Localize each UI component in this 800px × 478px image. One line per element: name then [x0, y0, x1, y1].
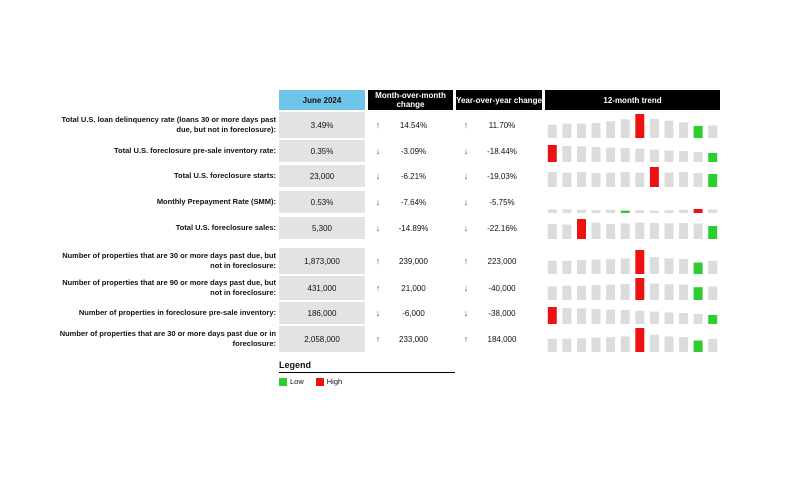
trend-sparkline: [545, 191, 720, 213]
trend-bar: [562, 124, 571, 138]
yoy-cell: [456, 302, 542, 324]
mom-cell: [368, 276, 453, 300]
trend-bar: [635, 278, 644, 300]
yoy-value: 223,000: [487, 256, 517, 266]
trend-bar: [635, 210, 644, 213]
trend-bar: [621, 223, 630, 239]
trend-bar: [679, 223, 688, 239]
row-label: Total U.S. foreclosure starts:: [174, 171, 276, 180]
legend-swatch-low: [279, 378, 287, 386]
trend-sparkline: [545, 302, 720, 324]
mom-cell: [368, 302, 453, 324]
arrow-up-icon: ↑: [375, 256, 381, 266]
row-value: 186,000: [279, 302, 365, 324]
yoy-cell: [456, 191, 542, 213]
trend-bar: [650, 150, 659, 162]
mom-value: -14.89%: [398, 223, 429, 233]
trend-bar: [708, 226, 717, 239]
trend-bar: [621, 119, 630, 138]
legend-label-low: Low: [290, 377, 304, 386]
arrow-down-icon: ↓: [375, 308, 381, 318]
trend-bar: [577, 124, 586, 138]
trend-bar: [650, 257, 659, 274]
arrow-up-icon: ↑: [463, 334, 469, 344]
table-row: [0, 140, 800, 162]
trend-sparkline: [545, 165, 720, 187]
trend-bar: [606, 224, 615, 239]
trend-bar: [650, 223, 659, 239]
trend-bar: [679, 210, 688, 213]
trend-bar: [606, 259, 615, 274]
row-label: Total U.S. foreclosure pre-sale inventory rate:: [114, 146, 276, 155]
table-row: [0, 276, 800, 300]
trend-bar: [606, 285, 615, 300]
trend-bar: [679, 122, 688, 138]
yoy-value: 11.70%: [488, 120, 516, 130]
trend-bar: [665, 284, 674, 300]
row-value: 23,000: [279, 165, 365, 187]
row-value: 1,873,000: [279, 248, 365, 274]
trend-bar: [635, 311, 644, 324]
arrow-up-icon: ↑: [375, 120, 381, 130]
row-label: Number of properties that are 90 or more days past due, but not in foreclosure:: [62, 278, 276, 297]
trend-sparkline: [545, 140, 720, 162]
trend-bar: [708, 174, 717, 187]
row-value: 2,058,000: [279, 326, 365, 352]
table-row: [0, 326, 800, 352]
trend-bar: [708, 286, 717, 300]
trend-bar: [621, 336, 630, 352]
trend-bar: [548, 224, 557, 239]
trend-bar: [562, 225, 571, 239]
row-label: Number of properties that are 30 or more days past due, but not in foreclosure:: [62, 251, 276, 270]
trend-bar: [650, 119, 659, 138]
arrow-down-icon: ↓: [463, 171, 469, 181]
legend-item-high: [316, 377, 342, 386]
trend-bar: [548, 209, 557, 213]
trend-bar: [650, 211, 659, 213]
trend-bar: [665, 210, 674, 213]
trend-bar: [665, 336, 674, 352]
trend-bar: [635, 114, 644, 138]
arrow-down-icon: ↓: [375, 171, 381, 181]
arrow-up-icon: ↑: [463, 256, 469, 266]
trend-bar: [606, 210, 615, 213]
trend-bar: [650, 167, 659, 187]
trend-bar: [621, 148, 630, 162]
trend-bar: [577, 210, 586, 213]
trend-bar: [606, 148, 615, 162]
legend-item-low: [279, 377, 304, 386]
trend-sparkline: [545, 217, 720, 239]
trend-bar: [562, 209, 571, 213]
trend-bar: [621, 258, 630, 274]
table-row: [0, 217, 800, 239]
trend-bar: [592, 309, 601, 324]
mom-value: 239,000: [399, 256, 428, 266]
trend-bar: [679, 313, 688, 324]
mom-value: 233,000: [399, 334, 428, 344]
trend-bar: [592, 123, 601, 138]
trend-bar: [635, 328, 644, 352]
header-month-over-month: Month-over-month change: [368, 90, 453, 110]
trend-bar: [606, 173, 615, 187]
trend-bar: [708, 261, 717, 274]
yoy-cell: [456, 112, 542, 138]
trend-bar: [592, 210, 601, 213]
yoy-value: -22.16%: [487, 223, 517, 233]
yoy-cell: [456, 217, 542, 239]
trend-bar: [679, 337, 688, 352]
trend-bar: [562, 308, 571, 324]
trend-bar: [635, 149, 644, 162]
trend-bar: [665, 173, 674, 187]
trend-bar: [577, 172, 586, 187]
trend-bar: [548, 172, 557, 187]
trend-bar: [650, 312, 659, 324]
trend-bar: [548, 261, 557, 274]
mom-cell: [368, 112, 453, 138]
row-label: Number of properties that are 30 or more days past due or in foreclosure:: [59, 329, 276, 348]
mom-value: -7.64%: [400, 197, 427, 207]
header-12-month-trend: 12-month trend: [545, 90, 720, 110]
trend-bar: [708, 126, 717, 139]
trend-bar: [592, 173, 601, 187]
arrow-down-icon: ↓: [463, 308, 469, 318]
yoy-cell: [456, 326, 542, 352]
arrow-up-icon: ↑: [463, 120, 469, 130]
legend-swatch-high: [316, 378, 324, 386]
trend-bar: [592, 147, 601, 162]
mom-value: -6,000: [402, 308, 425, 318]
trend-bar: [635, 173, 644, 187]
trend-bar: [562, 286, 571, 300]
mom-value: 14.54%: [399, 120, 428, 130]
trend-bar: [665, 223, 674, 239]
arrow-down-icon: ↓: [463, 197, 469, 207]
trend-bar: [577, 308, 586, 324]
trend-bar: [694, 209, 703, 213]
trend-bar: [694, 263, 703, 275]
yoy-cell: [456, 276, 542, 300]
yoy-value: -38,000: [488, 308, 516, 318]
row-label: Total U.S. foreclosure sales:: [175, 223, 276, 232]
row-label: Number of properties in foreclosure pre-sale inventory:: [78, 308, 276, 317]
arrow-up-icon: ↑: [375, 283, 381, 293]
mom-cell: [368, 217, 453, 239]
table-row: [0, 248, 800, 274]
mom-value: -6.21%: [400, 171, 427, 181]
legend-title: Legend: [279, 360, 455, 373]
trend-bar: [694, 126, 703, 138]
arrow-down-icon: ↓: [463, 283, 469, 293]
trend-bar: [708, 339, 717, 352]
trend-bar: [665, 150, 674, 162]
arrow-down-icon: ↓: [375, 146, 381, 156]
trend-bar: [694, 173, 703, 187]
header-year-over-year: Year-over-year change: [456, 90, 542, 110]
mom-value: 21,000: [401, 283, 426, 293]
trend-bar: [650, 284, 659, 301]
row-value: 3.49%: [279, 112, 365, 138]
trend-bar: [635, 223, 644, 239]
mom-cell: [368, 326, 453, 352]
trend-bar: [650, 335, 659, 352]
arrow-down-icon: ↓: [463, 223, 469, 233]
trend-bar: [606, 121, 615, 138]
trend-bar: [694, 287, 703, 300]
header-june-2024: June 2024: [279, 90, 365, 110]
trend-bar: [548, 286, 557, 300]
row-value: 5,300: [279, 217, 365, 239]
legend-label-high: High: [326, 377, 343, 386]
trend-bar: [665, 258, 674, 274]
trend-bar: [562, 339, 571, 352]
trend-bar: [708, 209, 717, 213]
trend-bar: [548, 145, 557, 162]
yoy-cell: [456, 248, 542, 274]
trend-bar: [679, 259, 688, 274]
trend-bar: [694, 223, 703, 239]
trend-bar: [592, 285, 601, 300]
row-label: Total U.S. loan delinquency rate (loans 30 or more days past due, but not in foreclosure):: [61, 115, 276, 134]
trend-sparkline: [545, 112, 720, 138]
mom-value: -3.09%: [400, 146, 427, 156]
trend-bar: [708, 315, 717, 324]
trend-bar: [548, 307, 557, 324]
arrow-down-icon: ↓: [375, 197, 381, 207]
trend-bar: [621, 284, 630, 300]
trend-bar: [592, 338, 601, 352]
yoy-cell: [456, 140, 542, 162]
yoy-value: -5.75%: [489, 197, 515, 207]
trend-sparkline: [545, 248, 720, 274]
arrow-down-icon: ↓: [375, 223, 381, 233]
trend-bar: [694, 152, 703, 162]
row-value: 0.53%: [279, 191, 365, 213]
trend-bar: [621, 172, 630, 187]
arrow-up-icon: ↑: [375, 334, 381, 344]
trend-bar: [679, 172, 688, 187]
arrow-down-icon: ↓: [463, 146, 469, 156]
legend: [279, 360, 455, 386]
trend-bar: [562, 173, 571, 187]
trend-bar: [665, 121, 674, 138]
trend-bar: [606, 337, 615, 352]
yoy-value: -18.44%: [487, 146, 517, 156]
yoy-value: -19.03%: [487, 171, 517, 181]
table-row: [0, 191, 800, 213]
trend-bar: [679, 151, 688, 162]
row-value: 0.35%: [279, 140, 365, 162]
trend-sparkline: [545, 326, 720, 352]
yoy-value: 184,000: [487, 334, 517, 344]
mom-cell: [368, 140, 453, 162]
trend-bar: [577, 260, 586, 274]
trend-bar: [548, 125, 557, 138]
trend-bar: [592, 260, 601, 274]
trend-bar: [577, 338, 586, 352]
row-label: Monthly Prepayment Rate (SMM):: [156, 197, 276, 206]
trend-bar: [577, 146, 586, 162]
trend-bar: [621, 310, 630, 324]
yoy-cell: [456, 165, 542, 187]
trend-bar: [577, 219, 586, 239]
trend-bar: [606, 310, 615, 324]
mom-cell: [368, 191, 453, 213]
trend-bar: [548, 339, 557, 352]
row-value: 431,000: [279, 276, 365, 300]
trend-bar: [577, 286, 586, 300]
trend-bar: [621, 211, 630, 213]
trend-bar: [694, 341, 703, 353]
trend-bar: [592, 223, 601, 239]
trend-bar: [562, 261, 571, 274]
trend-bar: [694, 314, 703, 324]
trend-bar: [708, 153, 717, 162]
mom-cell: [368, 165, 453, 187]
trend-bar: [562, 146, 571, 162]
table-row: [0, 302, 800, 324]
trend-sparkline: [545, 276, 720, 300]
trend-bar: [679, 285, 688, 300]
yoy-value: -40,000: [488, 283, 516, 293]
table-row: [0, 165, 800, 187]
mom-cell: [368, 248, 453, 274]
trend-bar: [635, 250, 644, 274]
trend-bar: [665, 312, 674, 324]
table-row: [0, 112, 800, 138]
